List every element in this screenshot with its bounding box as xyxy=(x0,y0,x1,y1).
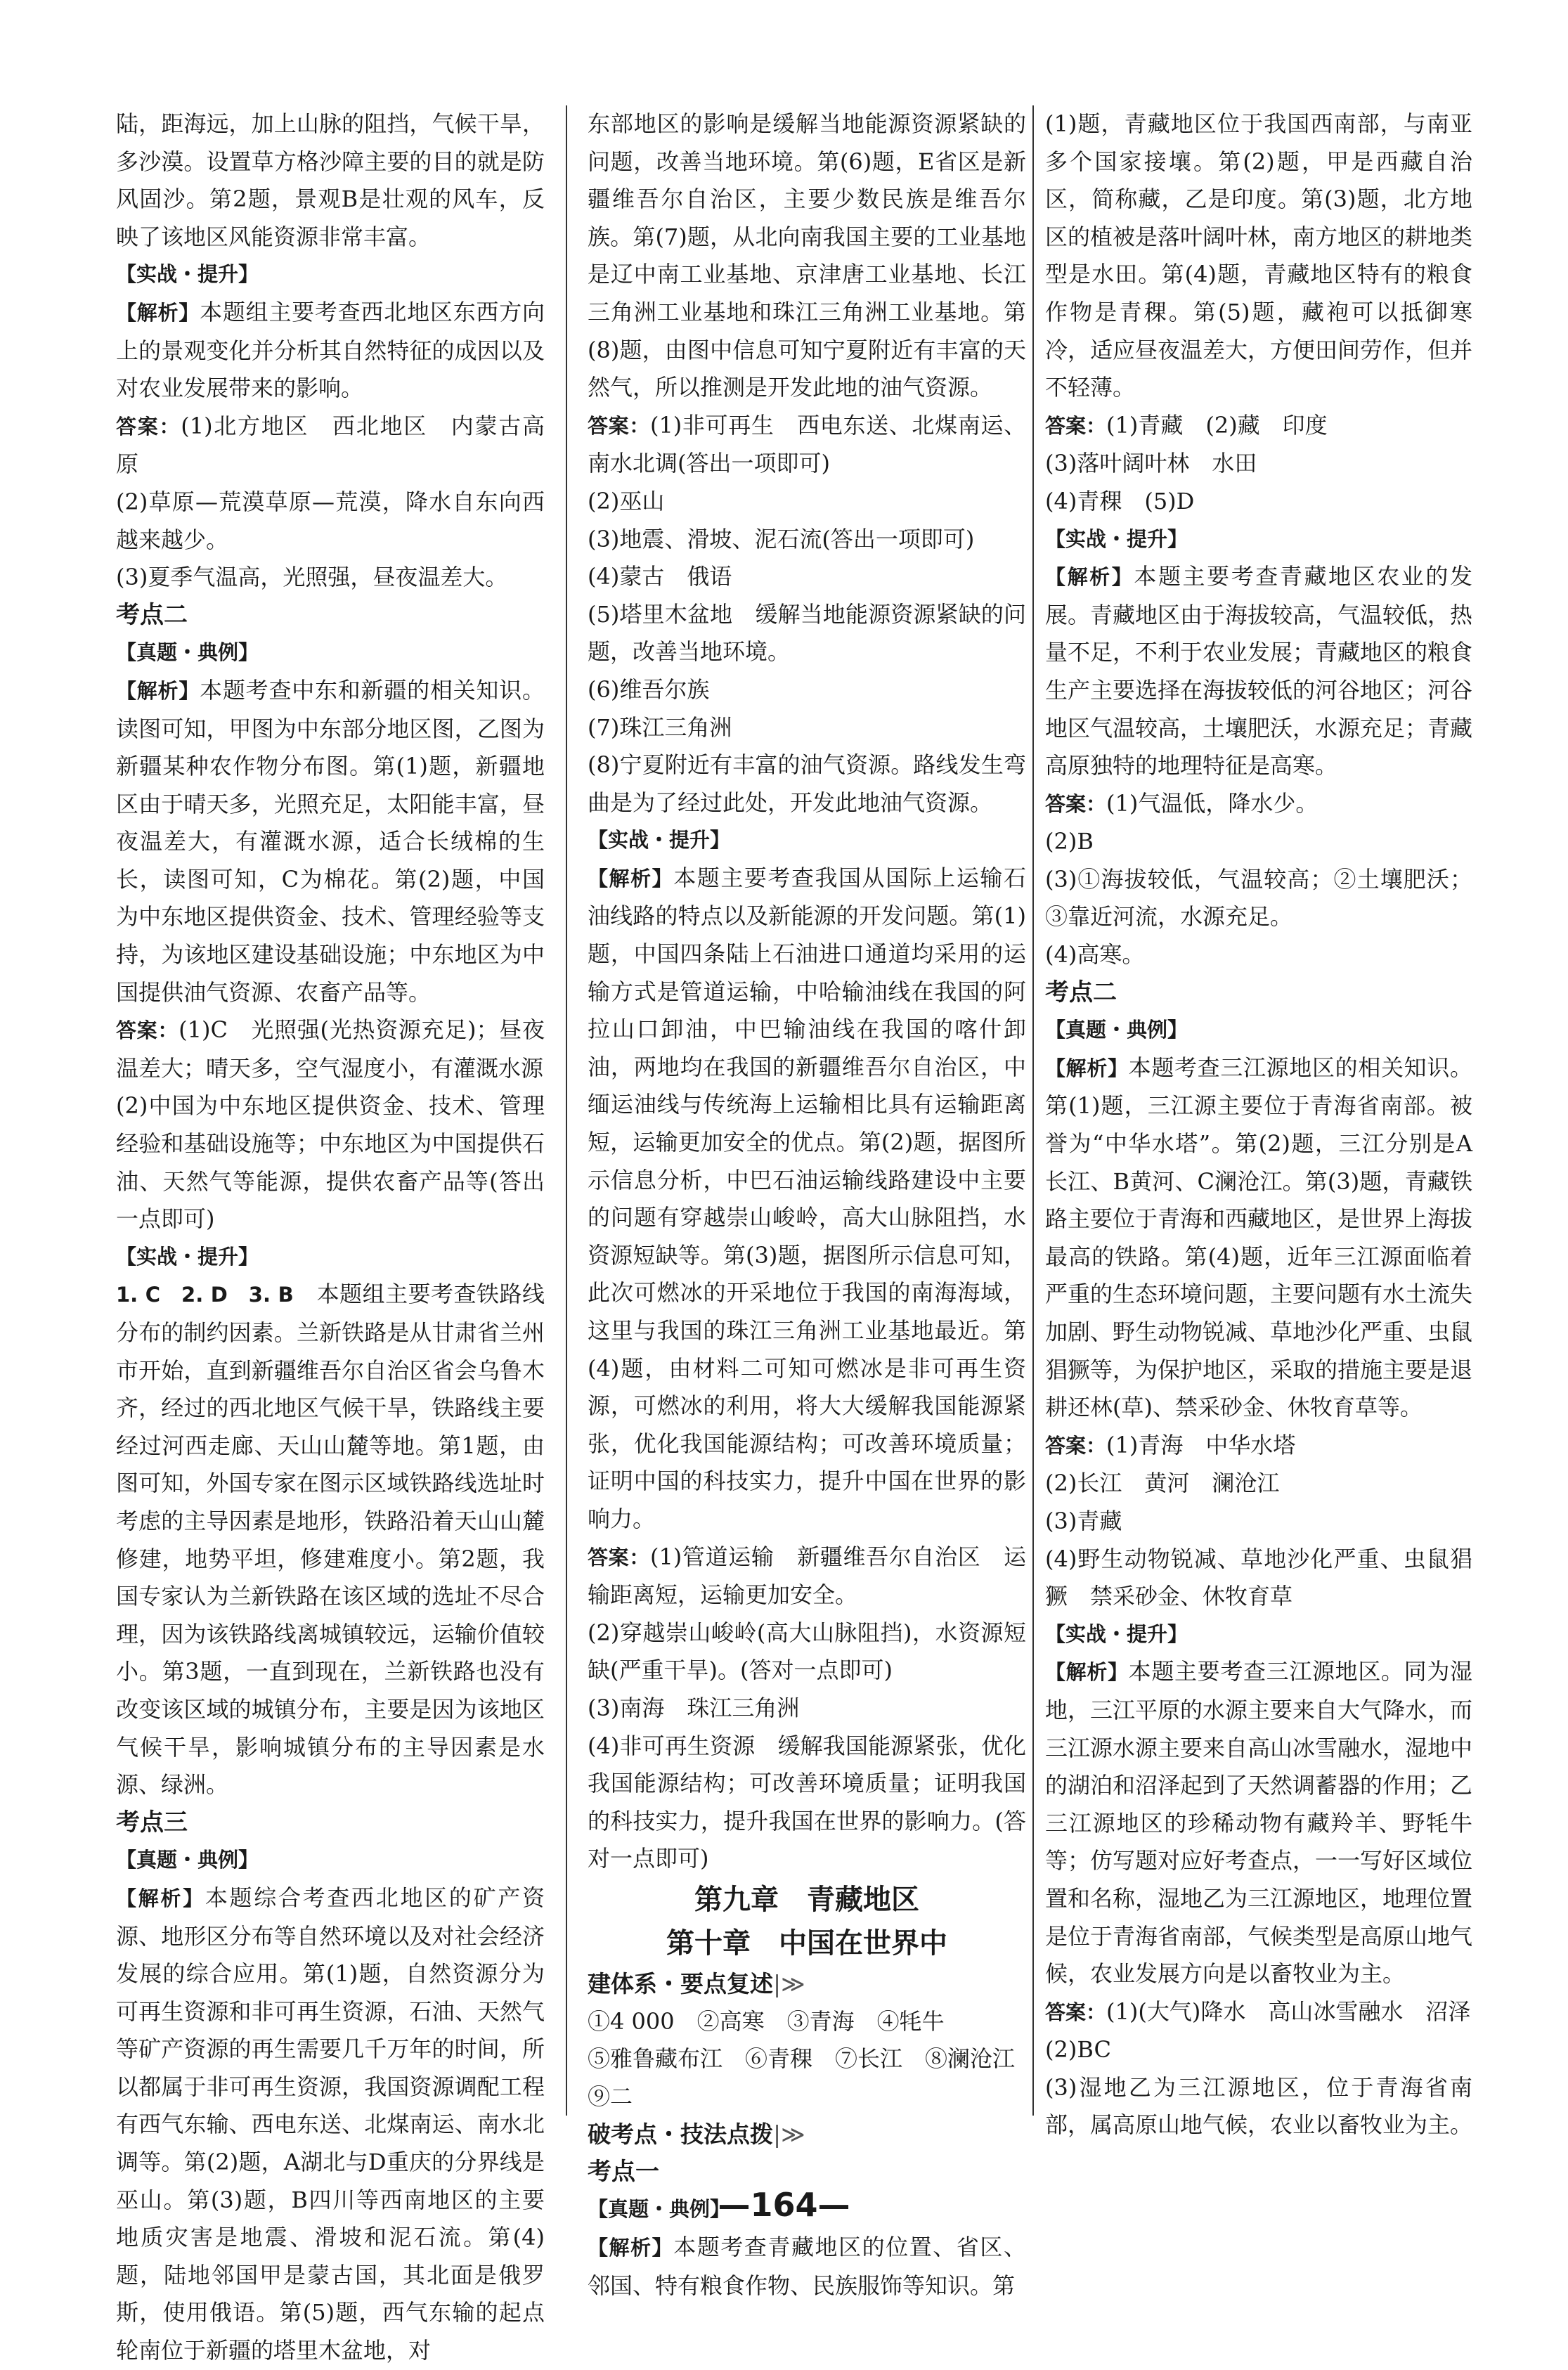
summary-line: ①4 000 ②高寒 ③青海 ④牦牛 xyxy=(588,2007,945,2035)
answer-line: (4)蒙古 俄语 xyxy=(588,563,732,590)
skills-heading xyxy=(588,2116,1026,2154)
analysis-label: 【解析】 xyxy=(588,2236,674,2260)
answer-line: (2)穿越崇山峻岭(高大山脉阻挡)，水资源短缺(严重干旱)。(答对一点即可) xyxy=(588,1619,1026,1684)
answer-label: 答案： xyxy=(1045,2000,1107,2024)
heading-decoration-icon: |≫ xyxy=(773,2120,805,2149)
analysis-text: 本题组主要考查铁路线分布的制约因素。兰新铁路是从甘肃省兰州市开始，直到新疆维吾尔自治区省会乌鲁木齐，经过的西北地区气候干旱，铁路线主要经过河西走廊、天山山麓等地。第1题，由图可知，外国专家在图示区域铁路线选址时考虑的主导因素是地形，铁路沿着天山山麓修建，地势平坦，修建难度小。第2题，我国专家认为兰新铁路在该区域的选址不尽合理，因为该铁路线离城镇较远，运输价值较小。第3题，一直到现在，兰新铁路也没有改变该区域的城镇分布，主要是因为该地区气候干旱，影响城镇分布的主导因素是水源、绿洲。 xyxy=(116,1281,545,1799)
analysis-label: 【解析】 xyxy=(1045,565,1134,590)
analysis-text: 本题组主要考查西北地区东西方向上的景观变化并分析其自然特征的成因以及对农业发展带来的影响。 xyxy=(116,298,545,402)
answer-line xyxy=(1045,407,1472,446)
answer-text: (1)青海 中华水塔 xyxy=(1106,1431,1296,1458)
answer-line xyxy=(588,407,1026,483)
answer-label: 答案： xyxy=(116,1018,179,1043)
analysis-paragraph xyxy=(116,672,545,1011)
section-tag: 【实战・提升】 xyxy=(1045,526,1188,551)
section-tag: 【实战・提升】 xyxy=(1045,1621,1188,1646)
analysis-label: 【解析】 xyxy=(116,1886,205,1910)
paragraph: 东部地区的影响是缓解当地能源资源紧缺的问题，改善当地环境。第(6)题，E省区是新疆维吾尔自治区，主要少数民族是维吾尔族。第(7)题，从北向南我国主要的工业基地是辽中南工业基地、京津唐工业基地、长江三角洲工业基地和珠江三角洲工业基地。第(8)题，由图中信息可知宁夏附近有丰富的天然气，所以推测是开发此地的油气资源。 xyxy=(588,110,1026,401)
answer-line: (3)夏季气温高，光照强，昼夜温差大。 xyxy=(116,564,508,591)
answer-text: (1)北方地区 西北地区 内蒙古高原 xyxy=(116,412,545,478)
column-3 xyxy=(1045,105,1472,2144)
page-number: —164— xyxy=(718,2186,850,2224)
answer-text: (1)气温低，降水少。 xyxy=(1106,789,1318,817)
analysis-paragraph xyxy=(1045,1653,1472,1993)
answer-line: (7)珠江三角洲 xyxy=(588,713,732,741)
analysis-paragraph xyxy=(1045,1049,1472,1427)
answer-line: (2)草原—荒漠草原—荒漠，降水自东向西越来越少。 xyxy=(116,488,545,553)
answer-line xyxy=(116,408,545,484)
answer-line: (3)南海 珠江三角洲 xyxy=(588,1694,800,1721)
analysis-text: 本题主要考查三江源地区。同为湿地，三江平原的水源主要来自大气降水，而三江源水源主要来自高山冰雪融水，湿地中的湖泊和沼泽起到了天然调蓄器的作用；乙三江源地区的珍稀动物有藏羚羊、野牦牛等；仿写题对应好考查点，一一写好区域位置和名称，湿地乙为三江源地区，地理位置是位于青海省南部，气候类型是高原山地气候，农业发展方向是以畜牧业为主。 xyxy=(1045,1658,1473,1988)
analysis-text: 本题主要考查青藏地区农业的发展。青藏地区由于海拔较高，气温较低，热量不足，不利于农业发展；青藏地区的粮食生产主要选择在海拔较低的河谷地区；河谷地区气温较高，土壤肥沃，水源充足；青藏高原独特的地理特征是高寒。 xyxy=(1045,563,1473,779)
answer-line: (4)高寒。 xyxy=(1045,941,1145,969)
answer-line: (4)非可再生资源 缓解我国能源紧张，优化我国能源结构；可改善环境质量；证明我国的科技实力，提升我国在世界的影响力。(答对一点即可) xyxy=(588,1732,1026,1872)
analysis-text: 本题综合考查西北地区的矿产资源、地形区分布等自然环境以及对社会经济发展的综合应用。第(1)题，自然资源分为可再生资源和非可再生资源，石油、天然气等矿产资源的再生需要几千万年的时间，所以都属于非可再生资源，我国资源调配工程有西气东输、西电东送、北煤南运、南水北调等。第(2)题，A湖北与D重庆的分界线是巫山。第(3)题，B四川等西南地区的主要地质灾害是地震、滑坡和泥石流。第(4)题，陆地邻国甲是蒙古国，其北面是俄罗斯，使用俄语。第(5)题，西气东输的起点轮南位于新疆的塔里木盆地，对 xyxy=(116,1884,545,2364)
answer-label: 答案： xyxy=(116,414,181,439)
column-1 xyxy=(116,105,545,2370)
section-tag: 【真题・典例】 xyxy=(116,1848,259,1872)
answer-line xyxy=(1045,785,1472,824)
answer-label: 答案： xyxy=(1045,1433,1107,1458)
summary-heading-text: 建体系・要点复述 xyxy=(588,1969,773,1997)
section-heading: 考点二 xyxy=(116,600,188,629)
analysis-paragraph xyxy=(588,860,1026,1539)
analysis-paragraph xyxy=(1045,558,1472,785)
answer-text: (1)青藏 (2)藏 印度 xyxy=(1106,411,1328,439)
section-tag: 【实战・提升】 xyxy=(116,1244,259,1269)
summary-line: ⑤雅鲁藏布江 ⑥青稞 ⑦长江 ⑧澜沧江 xyxy=(588,2045,1016,2073)
analysis-paragraph xyxy=(588,2229,1026,2305)
answer-line: (2)长江 黄河 澜沧江 xyxy=(1045,1470,1280,1497)
section-tag: 【实战・提升】 xyxy=(116,262,259,287)
chapter-title: 第十章 中国在世界中 xyxy=(666,1927,947,1960)
answer-line xyxy=(588,1539,1026,1614)
answer-label: 答案： xyxy=(588,413,650,438)
answer-line: (8)宁夏附近有丰富的油气资源。路线发生弯曲是为了经过此处，开发此地油气资源。 xyxy=(588,751,1026,816)
summary-heading xyxy=(588,1965,1026,2003)
analysis-text: 本题考查青藏地区的位置、省区、邻国、特有粮食作物、民族服饰等知识。第 xyxy=(588,2234,1026,2299)
answer-paragraph xyxy=(116,1276,545,1804)
analysis-label: 【解析】 xyxy=(1045,1660,1129,1685)
section-heading: 考点二 xyxy=(1045,978,1117,1006)
answer-line: (2)中国为中东地区提供资金、技术、管理经验和基础设施等；中东地区为中国提供石油、天然气等能源，提供农畜产品等(答出一点即可) xyxy=(116,1092,545,1233)
answer-line: (3)湿地乙为三江源地区，位于青海省南部，属高原山地气候，农业以畜牧业为主。 xyxy=(1045,2073,1473,2139)
answer-line: (2)B xyxy=(1045,828,1094,855)
chapter-title: 第九章 青藏地区 xyxy=(694,1883,919,1916)
analysis-text: 本题考查三江源地区的相关知识。第(1)题，三江源主要位于青海省南部。被誉为“中华水塔”。第(2)题，三江分别是A长江、B黄河、C澜沧江。第(3)题，青藏铁路主要位于青海和西藏地区，是世界上海拔最高的铁路。第(4)题，近年三江源面临着严重的生态环境问题，主要问题有水土流失加剧、野生动物锐减、草地沙化严重、虫鼠猖獗等，为保护地区，采取的措施主要是退耕还林(草)、禁采砂金、休牧育草等。 xyxy=(1045,1054,1473,1421)
section-tag: 【实战・提升】 xyxy=(588,828,731,853)
analysis-paragraph xyxy=(116,1879,545,2370)
answer-line xyxy=(116,1011,545,1087)
answer-line: (3)落叶阔叶林 水田 xyxy=(1045,450,1257,477)
choice-answers: 1. C 2. D 3. B xyxy=(116,1283,294,1307)
paragraph: (1)题，青藏地区位于我国西南部，与南亚多个国家接壤。第(2)题，甲是西藏自治区，简称藏，乙是印度。第(3)题，北方地区的植被是落叶阔叶林，南方地区的耕地类型是水田。第(4)题，青藏地区特有的粮食作物是青稞。第(5)题，藏袍可以抵御寒冷，适应昼夜温差大，方便田间劳作，但并不轻薄。 xyxy=(1045,110,1473,401)
answer-label: 答案： xyxy=(1045,413,1107,438)
answer-line: (3)①海拔较低，气温较高；②土壤肥沃；③靠近河流，水源充足。 xyxy=(1045,865,1472,931)
analysis-label: 【解析】 xyxy=(588,866,674,891)
analysis-paragraph xyxy=(116,294,545,408)
analysis-label: 【解析】 xyxy=(1045,1056,1129,1080)
answer-text: (1)管道运输 新疆维吾尔自治区 运输距离短，运输更加安全。 xyxy=(588,1543,1026,1609)
column-divider-1 xyxy=(566,105,567,2116)
section-heading: 考点三 xyxy=(116,1808,188,1837)
answer-line: (3)青藏 xyxy=(1045,1507,1122,1534)
answer-text: (1)C 光照强(光热资源充足)；昼夜温差大；晴天多，空气湿度小，有灌溉水源 xyxy=(116,1016,545,1082)
answer-text: (1)(大气)降水 高山冰雪融水 沼泽 xyxy=(1106,1997,1471,2025)
heading-decoration-icon: |≫ xyxy=(773,1969,805,1997)
answer-label: 答案： xyxy=(588,1545,650,1569)
analysis-text: 本题主要考查我国从国际上运输石油线路的特点以及新能源的开发问题。第(1)题，中国四条陆上石油进口通道均采用的运输方式是管道运输，中哈输油线在我国的阿拉山口卸油，中巴输油线在我国的喀什卸油，两地均在我国的新疆维吾尔自治区，中缅运油线与传统海上运输相比具有运输距离短，运输更加安全的优点。第(2)题，据图所示信息分析，中巴石油运输线路建设中主要的问题有穿越崇山峻岭，高大山脉阻挡，水资源短缺等。第(3)题，据图所示信息可知，此次可燃冰的开采地位于我国的南海海域，这里与我国的珠江三角洲工业基地最近。第(4)题，由材料二可知可燃冰是非可再生资源，可燃冰的利用，将大大缓解我国能源紧张，优化我国能源结构；可改善环境质量；证明中国的科技实力，提升中国在世界的影响力。 xyxy=(588,864,1026,1532)
answer-text: (1)非可再生 西电东送、北煤南运、南水北调(答出一项即可) xyxy=(588,411,1026,477)
paragraph: 陆，距海远，加上山脉的阻挡，气候干旱，多沙漠。设置草方格沙障主要的目的就是防风固沙。第2题，景观B是壮观的风车，反映了该地区风能资源非常丰富。 xyxy=(116,110,545,250)
answer-line xyxy=(1045,1427,1472,1465)
answer-line: (4)野生动物锐减、草地沙化严重、虫鼠猖獗 禁采砂金、休牧育草 xyxy=(1045,1545,1472,1610)
answer-line xyxy=(1045,1993,1472,2032)
answer-line: (2)巫山 xyxy=(588,487,665,514)
answer-line: (3)地震、滑坡、泥石流(答出一项即可) xyxy=(588,525,975,552)
answer-line: (4)青稞 (5)D xyxy=(1045,487,1195,514)
answer-line: (6)维吾尔族 xyxy=(588,675,710,703)
summary-line: ⑨二 xyxy=(588,2083,633,2110)
column-divider-2 xyxy=(1032,105,1034,2116)
section-heading: 考点一 xyxy=(588,2157,659,2186)
answer-line: (5)塔里木盆地 缓解当地能源资源紧缺的问题，改善当地环境。 xyxy=(588,600,1026,666)
analysis-label: 【解析】 xyxy=(116,300,200,325)
section-tag: 【真题・典例】 xyxy=(588,2197,731,2222)
analysis-label: 【解析】 xyxy=(116,678,200,703)
column-2 xyxy=(588,105,1026,2305)
section-tag: 【真题・典例】 xyxy=(116,640,259,665)
answer-label: 答案： xyxy=(1045,791,1107,816)
analysis-text: 本题考查中东和新疆的相关知识。读图可知，甲图为中东部分地区图，乙图为新疆某种农作物分布图。第(1)题，新疆地区由于晴天多，光照充足，太阳能丰富，昼夜温差大，有灌溉水源，适合长绒棉的生长，读图可知，C为棉花。第(2)题，中国为中东地区提供资金、技术、管理经验等支持，为该地区建设基础设施；中东地区为中国提供油气资源、农畜产品等。 xyxy=(116,676,545,1006)
section-tag: 【真题・典例】 xyxy=(1045,1018,1188,1042)
answer-line: (2)BC xyxy=(1045,2036,1111,2064)
skills-heading-text: 破考点・技法点拨 xyxy=(588,2120,773,2149)
